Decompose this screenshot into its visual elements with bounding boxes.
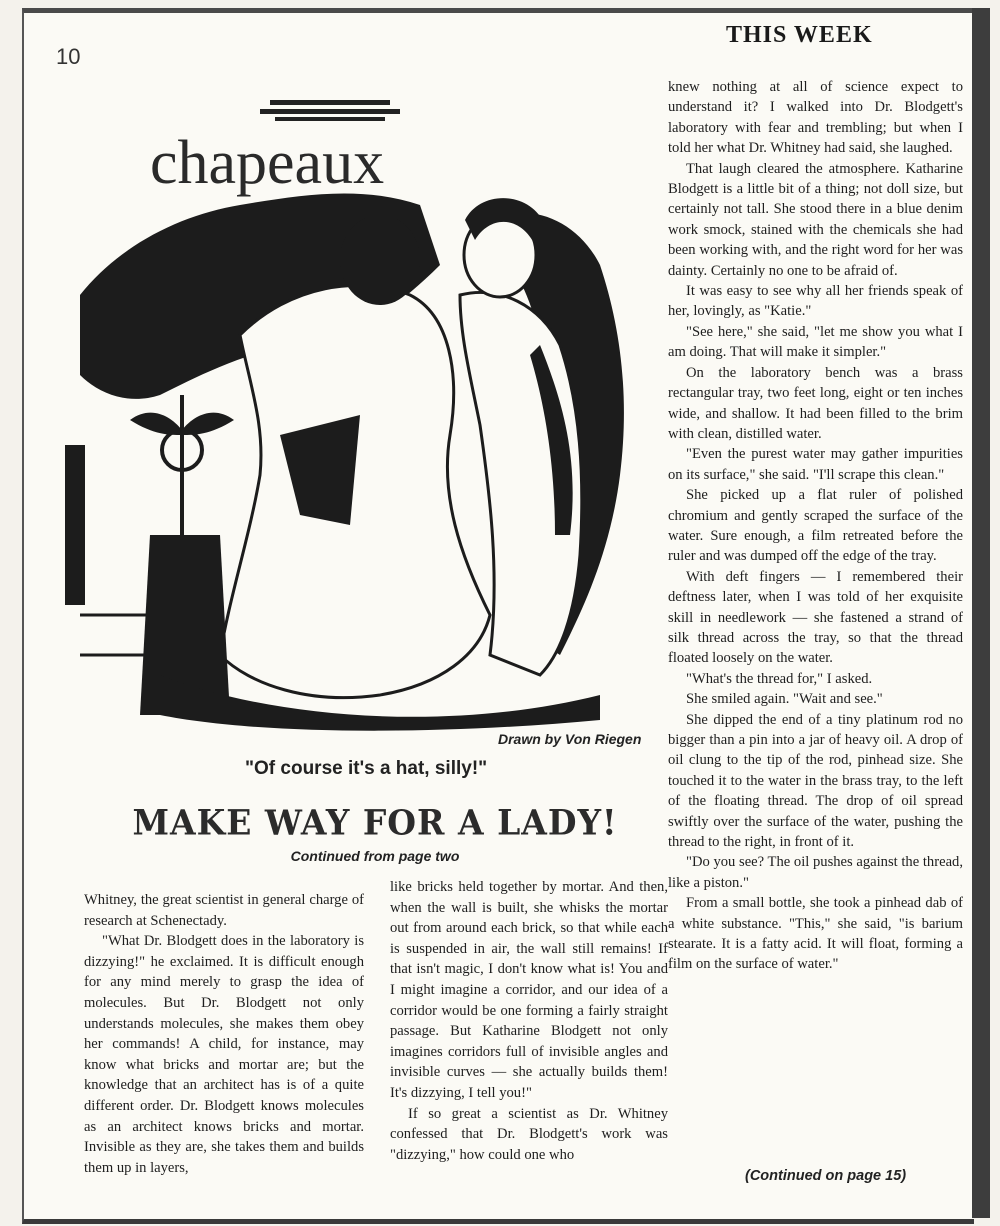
- paragraph: From a small bottle, she took a pinhead dab of a white substance. "This," she said, "is barium stearate. It is a fatty acid. It will float, forming a film on the surface of water.": [668, 895, 963, 973]
- paragraph: "Even the purest water may gather impurities on its surface," she said. "I'll scrape this clean.": [668, 446, 963, 483]
- paragraph: "See here," she said, "let me show you what I am doing. That will make it simpler.": [668, 323, 963, 361]
- svg-text:chapeaux: chapeaux: [150, 129, 385, 197]
- paragraph: knew nothing at all of science expect to understand it? I walked into Dr. Blodgett's laboratory with fear and trembling; but when I told her what Dr. Whitney had said, she laughed.: [668, 79, 963, 157]
- page-number: 10: [56, 44, 81, 69]
- running-head: THIS WEEK: [726, 22, 873, 48]
- article-column-middle: [390, 877, 668, 1165]
- article-headline: MAKE WAY FOR A LADY!: [132, 802, 618, 843]
- illustration-caption: "Of course it's a hat, silly!": [245, 758, 488, 779]
- paragraph: She smiled again. "Wait and see.": [686, 691, 883, 708]
- article-column-right: [668, 77, 963, 975]
- paragraph: "Do you see? The oil pushes against the thread, like a piston.": [668, 854, 963, 891]
- article-column-left: [84, 890, 364, 1178]
- paragraph: If so great a scientist as Dr. Whitney confessed that Dr. Blodgett's work was "dizzying," how could one who: [390, 1105, 668, 1163]
- illustration-credit: Drawn by Von Riegen: [498, 731, 642, 747]
- illustration-drawing-icon: [60, 95, 650, 735]
- paragraph: She dipped the end of a tiny platinum rod no bigger than a pin into a jar of heavy oil. A drop of oil clung to the tip of the rod, pinhead size. She touched it to the water in the brass tray, to the left of the floating thread. The drop of oil spread swiftly over the surface of the water, pushing the thread to the right, in front of it.: [668, 711, 963, 851]
- article-subhead: Continued from page two: [290, 848, 460, 864]
- continuation-note: (Continued on page 15): [745, 1168, 907, 1184]
- paragraph: "What's the thread for," I asked.: [686, 670, 873, 687]
- paragraph: With deft fingers — I remembered their deftness later, when I was told of her exquisite skill in needlework — she fastened a strand of silk thread across the tray, so that the thread floated loosely on the water.: [668, 568, 963, 667]
- paragraph: She picked up a flat ruler of polished chromium and gently scraped the surface of the water. Sure enough, a film retreated before the ruler and was dumped off the edge of the tray.: [668, 487, 963, 565]
- paragraph: It was easy to see why all her friends speak of her, lovingly, as "Katie.": [668, 283, 963, 320]
- paragraph: "What Dr. Blodgett does in the laboratory is dizzying!" he exclaimed. It is difficult enough for any mind merely to grasp the idea of molecules. But Dr. Blodgett not only understands molecules, she makes them obey her commands! A child, for instance, may know what bricks and mortar are; but the knowledge that an architect has is of a quite different order. Dr. Blodgett knows molecules as an architect knows bricks and mortar. Invisible as they are, she takes them and builds them up in layers,: [84, 933, 364, 1176]
- paragraph: like bricks held together by mortar. And then, when the wall is built, she whisks the mortar out from around each brick, so that while each is suspended in air, the wall still remains! If that isn't magic, I don't know what is! You and I might imagine a corridor, and our idea of a corridor would be one forming a fairly straight passage. But Katharine Blodgett not only imagines corridors full of invisible angles and invisible curves — she actually builds them! It's dizzying, I tell you!": [390, 879, 668, 1101]
- paragraph: On the laboratory bench was a brass rectangular tray, two feet long, eight or ten inches wide, and shallow. It had been filled to the brim with clean, distilled water.: [668, 364, 963, 442]
- paragraph: That laugh cleared the atmosphere. Katharine Blodgett is a little bit of a thing; not doll size, but certainly not tall. She stood there in a blue denim work smock, stained with the chemicals she had been working with, and the right word for her was dainty. Certainly no one to be afraid of.: [668, 160, 963, 279]
- page-edge-shadow: [972, 8, 990, 1218]
- paragraph: Whitney, the great scientist in general charge of research at Schenectady.: [84, 892, 364, 929]
- hat-shop-illustration: [60, 95, 650, 735]
